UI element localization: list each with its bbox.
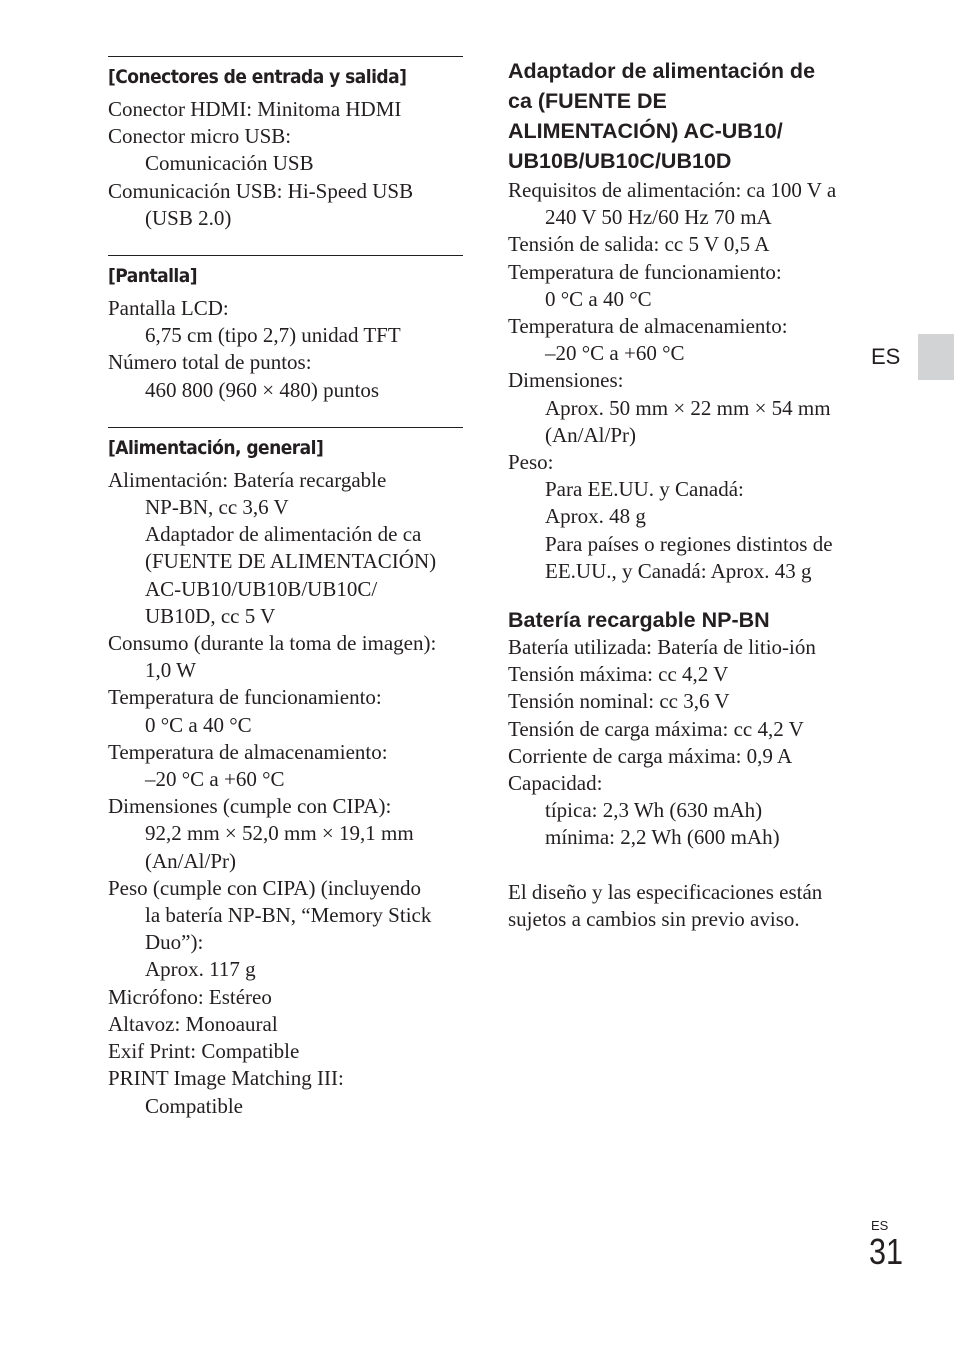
spec-line: Adaptador de alimentación de ca: [145, 522, 422, 547]
spec-line: Tensión de salida: cc 5 V 0,5 A: [508, 232, 770, 257]
spec-line: Dimensiones (cumple con CIPA):: [108, 794, 392, 819]
spec-line: Temperatura de funcionamiento:: [508, 259, 782, 284]
spec-line: 460 800 (960 × 480) puntos: [145, 377, 380, 402]
footer-language-code: ES: [871, 1218, 889, 1233]
adapter-title-line: ALIMENTACIÓN) AC-UB10/: [508, 119, 783, 143]
spec-line: Aprox. 50 mm × 22 mm × 54 mm: [545, 395, 831, 420]
spec-line: 0 °C a 40 °C: [545, 286, 652, 311]
adapter-title-line: Adaptador de alimentación de: [508, 59, 816, 83]
spec-section: [108, 255, 463, 404]
adapter-section-title: [508, 56, 868, 176]
spec-line: Alimentación: Batería recargable: [108, 467, 387, 492]
spec-line: Tensión máxima: cc 4,2 V: [508, 662, 729, 687]
spec-line: Para EE.UU. y Canadá:: [545, 477, 744, 502]
spec-line: Peso:: [508, 450, 554, 475]
spec-line: Aprox. 117 g: [145, 957, 256, 982]
spec-line: Conector HDMI: Minitoma HDMI: [108, 97, 402, 121]
spec-line: Conector micro USB:: [108, 124, 292, 149]
spec-line: AC-UB10/UB10B/UB10C/: [145, 576, 378, 601]
spec-section: [108, 56, 463, 232]
spec-line: 0 °C a 40 °C: [145, 712, 252, 737]
spec-line: Batería utilizada: Batería de litio-ión: [508, 635, 816, 660]
spec-line: Temperatura de almacenamiento:: [108, 739, 388, 764]
spec-section: [108, 427, 463, 1120]
spec-line: Tensión de carga máxima: cc 4,2 V: [508, 716, 804, 741]
spec-line: típica: 2,3 Wh (630 mAh): [545, 798, 763, 823]
spec-line: 6,75 cm (tipo 2,7) unidad TFT: [145, 323, 401, 348]
left-column: [108, 56, 463, 1143]
spec-line: Número total de puntos:: [108, 350, 312, 375]
spec-line: Corriente de carga máxima: 0,9 A: [508, 743, 793, 768]
spec-line: EE.UU., y Canadá: Aprox. 43 g: [545, 558, 812, 583]
spec-line: 240 V 50 Hz/60 Hz 70 mA: [545, 205, 772, 230]
section-title: [Alimentación, general]: [108, 436, 324, 459]
battery-spec-list: [508, 634, 868, 852]
spec-line: Pantalla LCD:: [108, 296, 229, 321]
spec-line: Tensión nominal: cc 3,6 V: [508, 689, 730, 714]
spec-line: Comunicación USB: Hi-Speed USB: [108, 178, 414, 203]
spec-line: mínima: 2,2 Wh (600 mAh): [545, 825, 780, 850]
spec-line: Peso (cumple con CIPA) (incluyendo: [108, 875, 422, 900]
right-column: [508, 56, 868, 933]
spec-line: (FUENTE DE ALIMENTACIÓN): [145, 549, 437, 574]
spec-line: 92,2 mm × 52,0 mm × 19,1 mm: [145, 821, 414, 846]
spec-line: 1,0 W: [145, 658, 196, 683]
spec-line: Duo”):: [145, 930, 204, 955]
spec-line: Temperatura de funcionamiento:: [108, 685, 382, 710]
spec-line: Temperatura de almacenamiento:: [508, 314, 788, 339]
spec-line: –20 °C a +60 °C: [545, 341, 685, 366]
adapter-title-line: UB10B/UB10C/UB10D: [508, 149, 732, 173]
adapter-title-line: ca (FUENTE DE: [508, 89, 667, 113]
note-line: El diseño y las especificaciones están: [508, 879, 823, 904]
spec-line: (An/Al/Pr): [545, 422, 636, 447]
spec-line: Micrófono: Estéreo: [108, 984, 272, 1009]
spec-line: Exif Print: Compatible: [108, 1039, 300, 1064]
language-side-label: ES: [871, 344, 901, 369]
spec-line: Para países o regiones distintos de: [545, 531, 833, 556]
language-side-tab: [918, 334, 954, 380]
spec-line: (An/Al/Pr): [145, 848, 236, 873]
page-number: 31: [869, 1231, 904, 1272]
adapter-spec-list: [508, 177, 868, 585]
disclaimer-note: [508, 879, 868, 933]
spec-line: Capacidad:: [508, 771, 603, 796]
spec-line: Comunicación USB: [145, 151, 314, 176]
spec-line: Aprox. 48 g: [545, 504, 646, 529]
spec-line: Requisitos de alimentación: ca 100 V a: [508, 178, 837, 202]
section-title: [Pantalla]: [108, 265, 198, 288]
battery-section-title: Batería recargable NP-BN: [508, 608, 770, 633]
spec-line: la batería NP-BN, “Memory Stick: [145, 903, 432, 928]
spec-line: PRINT Image Matching III:: [108, 1066, 344, 1091]
spec-line: (USB 2.0): [145, 205, 232, 230]
section-title: [Conectores de entrada y salida]: [108, 66, 407, 88]
spec-line: NP-BN, cc 3,6 V: [145, 495, 289, 520]
spec-line: Consumo (durante la toma de imagen):: [108, 631, 437, 656]
spec-line: –20 °C a +60 °C: [145, 767, 285, 792]
spec-line: UB10D, cc 5 V: [145, 603, 276, 628]
spec-line: Altavoz: Monoaural: [108, 1011, 278, 1036]
note-line: sujetos a cambios sin previo aviso.: [508, 906, 800, 931]
spec-line: Compatible: [145, 1093, 243, 1118]
spec-line: Dimensiones:: [508, 368, 624, 393]
